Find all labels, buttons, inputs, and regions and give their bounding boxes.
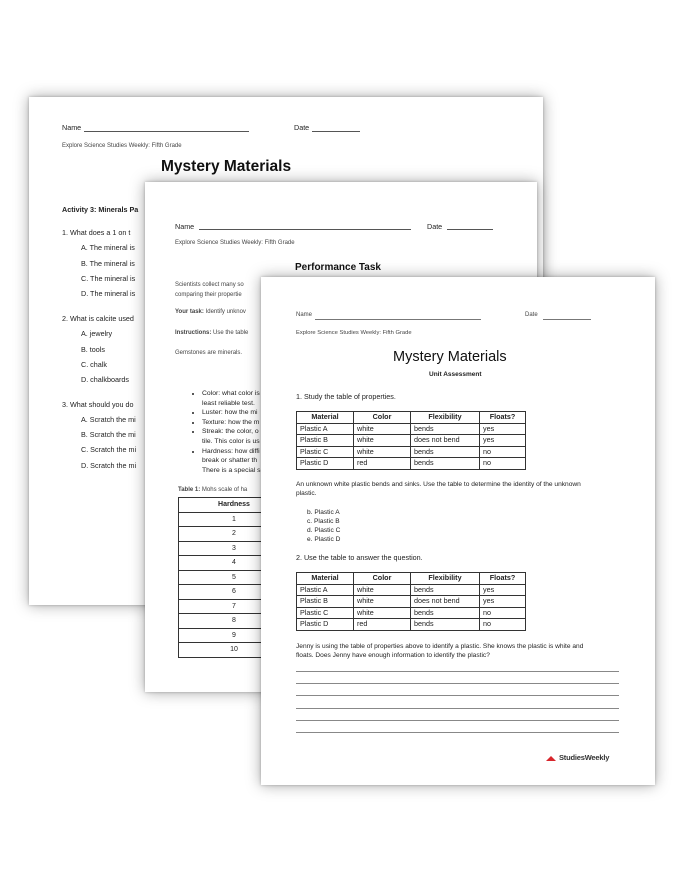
- table-cell: yes: [480, 584, 526, 596]
- table-caption-label: Table 1:: [178, 487, 201, 493]
- table-row: [297, 423, 526, 435]
- page-title: Mystery Materials: [393, 349, 507, 365]
- table-row: [297, 458, 526, 470]
- name-line: [199, 229, 411, 230]
- list-item: • Streak: the color, o: [202, 427, 261, 437]
- properties-table-2: [296, 572, 526, 631]
- intro-text: Scientists collect many so: [175, 282, 244, 288]
- date-line: [447, 229, 493, 230]
- table-header-row: [297, 412, 526, 424]
- question-3-option: D. Scratch the mi: [81, 461, 137, 470]
- instructions-label: Instructions:: [175, 330, 212, 336]
- list-item: tile. This color is us: [202, 437, 260, 445]
- table-header-row: [297, 573, 526, 585]
- question-1: 1. Study the table of properties.: [296, 392, 396, 401]
- table-header: Hardness: [179, 498, 290, 513]
- table-row: [297, 596, 526, 608]
- list-item: • Color: what color is: [202, 389, 261, 399]
- studies-weekly-logo: [546, 753, 609, 762]
- table-row: [297, 607, 526, 619]
- worksheet-unit-assessment: [261, 277, 655, 785]
- table-cell: white: [354, 584, 411, 596]
- table-cell: 3: [179, 541, 290, 556]
- question-3-option: B. Scratch the mi: [81, 430, 136, 439]
- table-row: [297, 584, 526, 596]
- table-cell: Plastic A: [297, 584, 354, 596]
- table-caption-text: Mohs scale of ha: [200, 487, 248, 493]
- list-item: • Hardness: how diffi: [202, 447, 261, 457]
- date-line: [312, 131, 360, 132]
- table-header: Flexibility: [411, 573, 480, 585]
- list-item: break or shatter th: [202, 457, 258, 465]
- answer-option[interactable]: e. Plastic D: [307, 536, 341, 543]
- table-cell: bends: [411, 619, 480, 631]
- question-1-option: C. The mineral is: [81, 274, 136, 283]
- page-subtitle: Unit Assessment: [429, 371, 482, 378]
- intro-text: comparing their propertie: [175, 292, 242, 298]
- table-caption: [178, 487, 247, 493]
- table-cell: 10: [179, 643, 290, 658]
- table-cell: 7: [179, 599, 290, 614]
- answer-option[interactable]: d. Plastic C: [307, 527, 341, 534]
- question-2-option: C. chalk: [81, 360, 107, 369]
- answer-option[interactable]: b. Plastic A: [307, 509, 340, 516]
- logo-text: StudiesWeekly: [559, 753, 610, 762]
- name-line: [315, 319, 481, 320]
- table-cell: bends: [411, 423, 480, 435]
- answer-line[interactable]: [296, 671, 619, 672]
- question-1-option: B. The mineral is: [81, 259, 135, 268]
- question-2-prompt: Jenny is using the table of properties above to identify a plastic. She knows the plastic is white and: [296, 643, 584, 650]
- table-header: Material: [297, 412, 354, 424]
- table-cell: no: [480, 607, 526, 619]
- publication-label: Explore Science Studies Weekly: Fifth Grade: [62, 143, 182, 149]
- logo-icon: [546, 755, 556, 761]
- table-cell: 1: [179, 512, 290, 527]
- question-2-option: D. chalkboards: [81, 375, 129, 384]
- table-cell: no: [480, 458, 526, 470]
- table-cell: does not bend: [411, 435, 480, 447]
- name-label: Name: [296, 312, 313, 318]
- list-item: • Texture: how the m: [202, 418, 261, 428]
- table-cell: red: [354, 458, 411, 470]
- question-1-option: D. The mineral is: [81, 289, 136, 298]
- table-cell: bends: [411, 584, 480, 596]
- table-cell: Plastic A: [297, 423, 354, 435]
- table-cell: bends: [411, 458, 480, 470]
- table-cell: bends: [411, 607, 480, 619]
- question-3-option: C. Scratch the mi: [81, 445, 137, 454]
- table-cell: Plastic C: [297, 607, 354, 619]
- list-item: least reliable test.: [202, 399, 255, 407]
- table-cell: white: [354, 607, 411, 619]
- table-cell: Plastic B: [297, 435, 354, 447]
- activity-heading: Activity 3: Minerals Pa: [62, 205, 139, 214]
- task-description: Identify unknov: [203, 309, 246, 315]
- table-cell: white: [354, 446, 411, 458]
- table-cell: 6: [179, 585, 290, 600]
- page-title: Mystery Materials: [161, 158, 292, 175]
- date-label: Date: [525, 312, 538, 318]
- table-row: [297, 435, 526, 447]
- task-text: [175, 309, 246, 315]
- table-cell: no: [480, 446, 526, 458]
- question-2-option: A. jewelry: [81, 329, 113, 338]
- instructions-text: [175, 330, 248, 336]
- table-header: Floats?: [480, 573, 526, 585]
- table-cell: yes: [480, 423, 526, 435]
- table-cell: white: [354, 596, 411, 608]
- table-cell: yes: [480, 596, 526, 608]
- table-cell: bends: [411, 446, 480, 458]
- table-cell: Plastic D: [297, 619, 354, 631]
- table-cell: Plastic C: [297, 446, 354, 458]
- question-1-option: A. The mineral is: [81, 243, 135, 252]
- date-label: Date: [294, 123, 310, 132]
- date-line: [543, 319, 591, 320]
- question-3: 3. What should you do: [62, 400, 134, 409]
- question-1-prompt: An unknown white plastic bends and sinks. Use the table to determine the identity of the unknown: [296, 481, 581, 488]
- table-cell: white: [354, 423, 411, 435]
- table-header: Color: [354, 573, 411, 585]
- table-header: Color: [354, 412, 411, 424]
- question-2-prompt: floats. Does Jenny have enough information to identify the plastic?: [296, 652, 490, 659]
- table-header: Material: [297, 573, 354, 585]
- table-cell: 5: [179, 570, 290, 585]
- table-cell: 2: [179, 527, 290, 542]
- question-1-prompt: plastic.: [296, 490, 317, 497]
- publication-label: Explore Science Studies Weekly: Fifth Grade: [296, 330, 412, 336]
- name-label: Name: [62, 123, 82, 132]
- table-cell: does not bend: [411, 596, 480, 608]
- table-cell: no: [480, 619, 526, 631]
- table-row: [297, 619, 526, 631]
- question-2: 2. What is calcite used: [62, 314, 134, 323]
- question-3-option: A. Scratch the mi: [81, 415, 136, 424]
- question-1: 1. What does a 1 on t: [62, 228, 131, 237]
- table-cell: 9: [179, 628, 290, 643]
- gemstones-text: Gemstones are minerals.: [175, 350, 243, 356]
- table-cell: yes: [480, 435, 526, 447]
- answer-line[interactable]: [296, 708, 619, 709]
- date-label: Date: [427, 222, 443, 231]
- question-2-option: B. tools: [81, 345, 105, 354]
- table-header: Flexibility: [411, 412, 480, 424]
- table-row: [297, 446, 526, 458]
- answer-line[interactable]: [296, 720, 619, 721]
- table-cell: Plastic D: [297, 458, 354, 470]
- table-cell: 4: [179, 556, 290, 571]
- answer-line[interactable]: [296, 683, 619, 684]
- instructions-description: Use the table: [211, 330, 249, 336]
- table-cell: 8: [179, 614, 290, 629]
- task-label: Your task:: [175, 309, 204, 315]
- table-header: Floats?: [480, 412, 526, 424]
- publication-label: Explore Science Studies Weekly: Fifth Grade: [175, 240, 295, 246]
- question-2: 2. Use the table to answer the question.: [296, 553, 423, 562]
- name-label: Name: [175, 222, 195, 231]
- answer-line[interactable]: [296, 732, 619, 733]
- answer-option[interactable]: c. Plastic B: [307, 518, 340, 525]
- properties-list: [190, 389, 261, 475]
- page-title: Performance Task: [295, 262, 381, 273]
- properties-table-1: [296, 411, 526, 470]
- table-cell: white: [354, 435, 411, 447]
- table-cell: red: [354, 619, 411, 631]
- answer-line[interactable]: [296, 695, 619, 696]
- list-item: There is a special s: [202, 466, 261, 474]
- name-line: [84, 131, 249, 132]
- list-item: • Luster: how the mi: [202, 408, 261, 418]
- table-cell: Plastic B: [297, 596, 354, 608]
